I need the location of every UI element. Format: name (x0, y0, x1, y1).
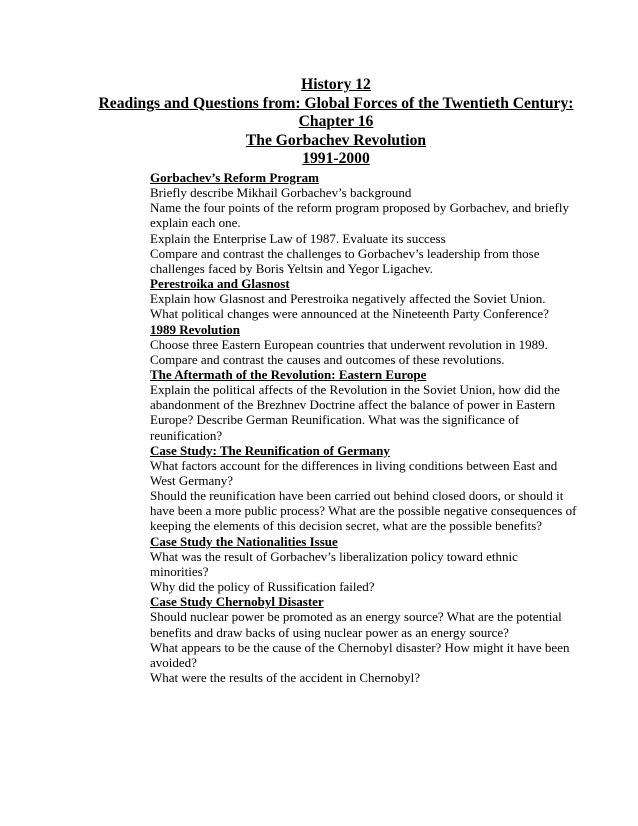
question-text-continued: avoided? (150, 654, 197, 670)
section-heading-text: Case Study the Nationalities Issue (150, 533, 338, 549)
question-text: Name the four points of the reform program proposed by Gorbachev, and briefly (150, 200, 569, 216)
question-text: Explain how Glasnost and Perestroika negatively affected the Soviet Union. (150, 291, 546, 307)
question-text: What political changes were announced at the Nineteenth Party Conference? (150, 306, 549, 322)
question-text-continued: Europe? Describe German Reunification. What was the significance of (150, 412, 520, 428)
section-heading-text: Case Study: The Reunification of Germany (150, 442, 390, 458)
question-text: What appears to be the cause of the Chernobyl disaster? How might it have been (150, 639, 570, 655)
question-text-continued: challenges faced by Boris Yeltsin and Yegor Ligachev. (150, 260, 433, 276)
question-text: What was the result of Gorbachev’s liberalization policy toward ethnic (150, 548, 518, 564)
question-text: Should nuclear power be promoted as an energy source? What are the potential (150, 609, 562, 625)
question-text-continued: abandonment of the Brezhnev Doctrine affect the balance of power in Eastern (150, 397, 556, 413)
question-text-continued: reunification? (150, 427, 223, 443)
question-text-continued: have been a more public process? What are the possible negative consequences of (150, 503, 577, 519)
readings-title: Readings and Questions from: Global Forces of the Twentieth Century: (98, 94, 574, 112)
question-text-continued: explain each one. (150, 215, 241, 231)
question-text: Explain the political affects of the Revolution in the Soviet Union, how did the (150, 382, 560, 398)
question-text: Why did the policy of Russification failed? (150, 579, 375, 595)
section-heading-text: Perestroika and Glasnost (150, 276, 290, 292)
course-title: History 12 (301, 76, 371, 93)
question-text-continued: minorities? (150, 563, 209, 579)
topic-title: The Gorbachev Revolution (245, 131, 427, 149)
question-text-continued: Compare and contrast the causes and outcomes of these revolutions. (150, 351, 505, 367)
question-text: Choose three Eastern European countries that underwent revolution in 1989. (150, 336, 548, 352)
section-heading-text: Case Study Chernobyl Disaster (150, 594, 324, 610)
question-text: What factors account for the differences in living conditions between East and (150, 457, 558, 473)
section-heading-text: 1989 Revolution (150, 321, 240, 337)
question-text: Explain the Enterprise Law of 1987. Evaluate its success (150, 230, 446, 246)
section-heading-text: The Aftermath of the Revolution: Eastern Europe (150, 366, 427, 382)
document-title-block (0, 76, 638, 169)
question-text: Briefly describe Mikhail Gorbachev’s background (150, 185, 412, 201)
section-heading-text: Gorbachev’s Reform Program (150, 170, 319, 185)
question-text-continued: keeping the elements of this decision secret, what are the possible benefits? (150, 518, 543, 534)
question-text-continued: benefits and draw backs of using nuclear power as an energy source? (150, 624, 509, 640)
question-text: Should the reunification have been carried out behind closed doors, or should it (150, 488, 564, 504)
question-text: Compare and contrast the challenges to Gorbachev’s leadership from those (150, 245, 540, 261)
chapter-title: Chapter 16 (298, 113, 374, 131)
question-text: What were the results of the accident in Chernobyl? (150, 669, 421, 685)
date-range: 1991-2000 (302, 150, 370, 168)
question-text-continued: West Germany? (150, 473, 234, 488)
